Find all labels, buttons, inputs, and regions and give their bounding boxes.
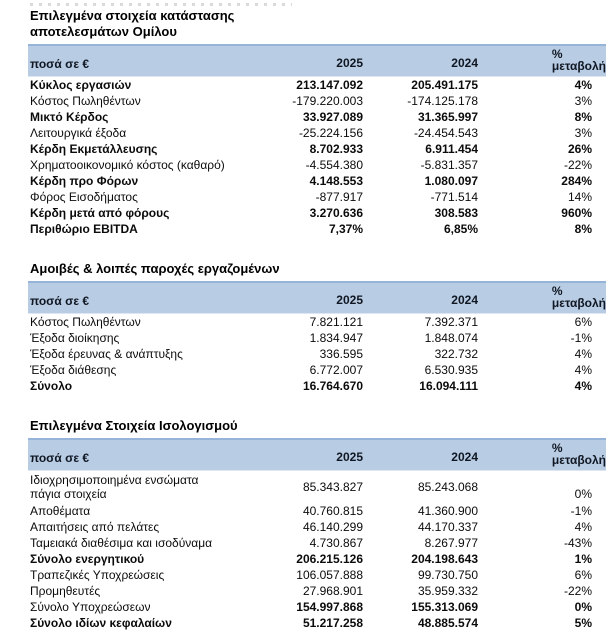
table-body bbox=[28, 314, 606, 395]
value-2024: 6.530.935 bbox=[363, 362, 478, 378]
row-label: Τραπεζικές Υποχρεώσεις bbox=[28, 567, 228, 583]
value-2024: 7.392.371 bbox=[363, 314, 478, 331]
table-row bbox=[28, 519, 606, 535]
row-label: Φόρος Εισοδήματος bbox=[28, 189, 228, 205]
table-row bbox=[28, 314, 606, 331]
pct-change: 3% bbox=[478, 93, 606, 109]
table-row bbox=[28, 599, 606, 615]
value-2025: 106.057.888 bbox=[228, 567, 363, 583]
pct-change: 6% bbox=[478, 567, 606, 583]
value-2024: 322.732 bbox=[363, 346, 478, 362]
row-label: Λειτουργικά έξοδα bbox=[28, 125, 228, 141]
value-2025: 336.595 bbox=[228, 346, 363, 362]
year-2024-header: 2024 bbox=[363, 439, 478, 471]
table-row bbox=[28, 221, 606, 237]
table-row bbox=[28, 205, 606, 221]
value-2025: 4.730.867 bbox=[228, 535, 363, 551]
table-row bbox=[28, 615, 606, 631]
value-2025: -4.554.380 bbox=[228, 157, 363, 173]
pct-sign-label: % bbox=[552, 285, 606, 297]
row-label: Χρηματοοικονομικό κόστος (καθαρό) bbox=[28, 157, 228, 173]
section-title bbox=[30, 8, 606, 40]
row-label: Κέρδη προ Φόρων bbox=[28, 173, 228, 189]
value-2024: 155.313.069 bbox=[363, 599, 478, 615]
table-row bbox=[28, 583, 606, 599]
value-2025: 51.217.258 bbox=[228, 615, 363, 631]
section-employee-benefits bbox=[28, 261, 606, 394]
row-label: Έξοδα διάθεσης bbox=[28, 362, 228, 378]
table-row bbox=[28, 141, 606, 157]
pct-change-header bbox=[478, 439, 606, 471]
pct-change: 26% bbox=[478, 141, 606, 157]
value-2025: 1.834.947 bbox=[228, 330, 363, 346]
row-label: Κέρδη μετά από φόρους bbox=[28, 205, 228, 221]
value-2025: 85.343.827 bbox=[228, 471, 363, 504]
pct-change: 8% bbox=[478, 221, 606, 237]
value-2025: 6.772.007 bbox=[228, 362, 363, 378]
pct-change: 960% bbox=[478, 205, 606, 221]
table-row bbox=[28, 189, 606, 205]
year-2024-header: 2024 bbox=[363, 45, 478, 77]
pct-change: -43% bbox=[478, 535, 606, 551]
table-row bbox=[28, 503, 606, 519]
row-label: Κύκλος εργασιών bbox=[28, 77, 228, 94]
value-2024: -5.831.357 bbox=[363, 157, 478, 173]
value-2025: -179.220.003 bbox=[228, 93, 363, 109]
amounts-in-euro-header: ποσά σε € bbox=[28, 282, 228, 314]
pct-change-header bbox=[478, 45, 606, 77]
row-label: Ιδιοχρησιμοποιημένα ενσώματα πάγια στοιχεία bbox=[28, 471, 228, 504]
row-label: Κέρδη Εκμετάλλευσης bbox=[28, 141, 228, 157]
pct-change: 4% bbox=[478, 77, 606, 94]
pct-change: 0% bbox=[478, 471, 606, 504]
value-2024: 85.243.068 bbox=[363, 471, 478, 504]
row-label: Προμηθευτές bbox=[28, 583, 228, 599]
row-label: Αποθέματα bbox=[28, 503, 228, 519]
year-2025-header: 2025 bbox=[228, 45, 363, 77]
value-2024: 1.848.074 bbox=[363, 330, 478, 346]
table-row bbox=[28, 125, 606, 141]
row-label: Απαιτήσεις από πελάτες bbox=[28, 519, 228, 535]
table-row bbox=[28, 567, 606, 583]
section-title-line: Αμοιβές & λοιπές παροχές εργαζομένων bbox=[30, 261, 280, 276]
value-2025: 27.968.901 bbox=[228, 583, 363, 599]
pct-sign-label: % bbox=[552, 442, 606, 454]
value-2024: 35.959.332 bbox=[363, 583, 478, 599]
row-label: Σύνολο ενεργητικού bbox=[28, 551, 228, 567]
value-2024: 308.583 bbox=[363, 205, 478, 221]
pct-change: 6% bbox=[478, 314, 606, 331]
value-2024: -24.454.543 bbox=[363, 125, 478, 141]
row-label: Μικτό Κέρδος bbox=[28, 109, 228, 125]
row-label: Κόστος Πωληθέντων bbox=[28, 93, 228, 109]
value-2025: 46.140.299 bbox=[228, 519, 363, 535]
value-2024: -771.514 bbox=[363, 189, 478, 205]
pct-change: -22% bbox=[478, 583, 606, 599]
value-2024: 205.491.175 bbox=[363, 77, 478, 94]
row-label: Έξοδα έρευνας & ανάπτυξης bbox=[28, 346, 228, 362]
table-row bbox=[28, 77, 606, 94]
pct-change: -1% bbox=[478, 503, 606, 519]
section-title bbox=[30, 418, 606, 434]
pct-change: 4% bbox=[478, 362, 606, 378]
table-header-row bbox=[28, 439, 606, 471]
section-title-line: αποτελεσμάτων Ομίλου bbox=[30, 24, 177, 39]
table-row bbox=[28, 362, 606, 378]
pct-change-label: μεταβολή bbox=[552, 60, 606, 72]
value-2025: -25.224.156 bbox=[228, 125, 363, 141]
year-2024-header: 2024 bbox=[363, 282, 478, 314]
pct-change: 4% bbox=[478, 346, 606, 362]
value-2025: 33.927.089 bbox=[228, 109, 363, 125]
value-2025: 3.270.636 bbox=[228, 205, 363, 221]
row-label: Σύνολο ιδίων κεφαλαίων bbox=[28, 615, 228, 631]
pct-change-header bbox=[478, 282, 606, 314]
pct-change: 8% bbox=[478, 109, 606, 125]
value-2024: 6.911.454 bbox=[363, 141, 478, 157]
pct-change: 3% bbox=[478, 125, 606, 141]
value-2025: 4.148.553 bbox=[228, 173, 363, 189]
table-row bbox=[28, 551, 606, 567]
financial-table bbox=[28, 438, 606, 631]
table-row bbox=[28, 378, 606, 394]
pct-change: 0% bbox=[478, 599, 606, 615]
year-2025-header: 2025 bbox=[228, 439, 363, 471]
pct-change-label: μεταβολή bbox=[552, 297, 606, 309]
value-2024: 16.094.111 bbox=[363, 378, 478, 394]
pct-change: 4% bbox=[478, 378, 606, 394]
table-body bbox=[28, 77, 606, 238]
table-body bbox=[28, 471, 606, 631]
section-title bbox=[30, 261, 606, 277]
table-row bbox=[28, 109, 606, 125]
table-row bbox=[28, 535, 606, 551]
pct-change: 14% bbox=[478, 189, 606, 205]
value-2025: 7.821.121 bbox=[228, 314, 363, 331]
value-2024: 204.198.643 bbox=[363, 551, 478, 567]
value-2025: 16.764.670 bbox=[228, 378, 363, 394]
value-2024: -174.125.178 bbox=[363, 93, 478, 109]
financial-table bbox=[28, 44, 606, 237]
row-label: Έξοδα διοίκησης bbox=[28, 330, 228, 346]
section-income-statement bbox=[28, 8, 606, 237]
row-label: Σύνολο Υποχρεώσεων bbox=[28, 599, 228, 615]
table-header-row bbox=[28, 282, 606, 314]
value-2025: 213.147.092 bbox=[228, 77, 363, 94]
row-label: Ταμειακά διαθέσιμα και ισοδύναμα bbox=[28, 535, 228, 551]
pct-change: -22% bbox=[478, 157, 606, 173]
pct-change: 284% bbox=[478, 173, 606, 189]
value-2024: 8.267.977 bbox=[363, 535, 478, 551]
value-2024: 99.730.750 bbox=[363, 567, 478, 583]
pct-change: 1% bbox=[478, 551, 606, 567]
value-2025: 154.997.868 bbox=[228, 599, 363, 615]
section-balance-sheet bbox=[28, 418, 606, 631]
value-2025: 8.702.933 bbox=[228, 141, 363, 157]
row-label: Περιθώριο EBITDA bbox=[28, 221, 228, 237]
table-row bbox=[28, 471, 606, 504]
value-2024: 48.885.574 bbox=[363, 615, 478, 631]
value-2025: 40.760.815 bbox=[228, 503, 363, 519]
pct-change-label: μεταβολή bbox=[552, 454, 606, 466]
cropped-text-artifact bbox=[30, 3, 292, 6]
row-label: Σύνολο bbox=[28, 378, 228, 394]
value-2025: 206.215.126 bbox=[228, 551, 363, 567]
amounts-in-euro-header: ποσά σε € bbox=[28, 439, 228, 471]
table-row bbox=[28, 330, 606, 346]
financial-table bbox=[28, 281, 606, 394]
row-label: Κόστος Πωληθέντων bbox=[28, 314, 228, 331]
value-2025: -877.917 bbox=[228, 189, 363, 205]
section-title-line: Επιλεγμένα στοιχεία κατάστασης bbox=[30, 8, 234, 23]
table-row bbox=[28, 346, 606, 362]
pct-sign-label: % bbox=[552, 48, 606, 60]
section-title-line: Επιλεγμένα Στοιχεία Ισολογισμού bbox=[30, 418, 238, 433]
table-row bbox=[28, 93, 606, 109]
year-2025-header: 2025 bbox=[228, 282, 363, 314]
value-2024: 31.365.997 bbox=[363, 109, 478, 125]
value-2025: 7,37% bbox=[228, 221, 363, 237]
pct-change: -1% bbox=[478, 330, 606, 346]
value-2024: 6,85% bbox=[363, 221, 478, 237]
table-header-row bbox=[28, 45, 606, 77]
table-row bbox=[28, 173, 606, 189]
value-2024: 44.170.337 bbox=[363, 519, 478, 535]
pct-change: 5% bbox=[478, 615, 606, 631]
pct-change: 4% bbox=[478, 519, 606, 535]
amounts-in-euro-header: ποσά σε € bbox=[28, 45, 228, 77]
table-row bbox=[28, 157, 606, 173]
value-2024: 41.360.900 bbox=[363, 503, 478, 519]
value-2024: 1.080.097 bbox=[363, 173, 478, 189]
